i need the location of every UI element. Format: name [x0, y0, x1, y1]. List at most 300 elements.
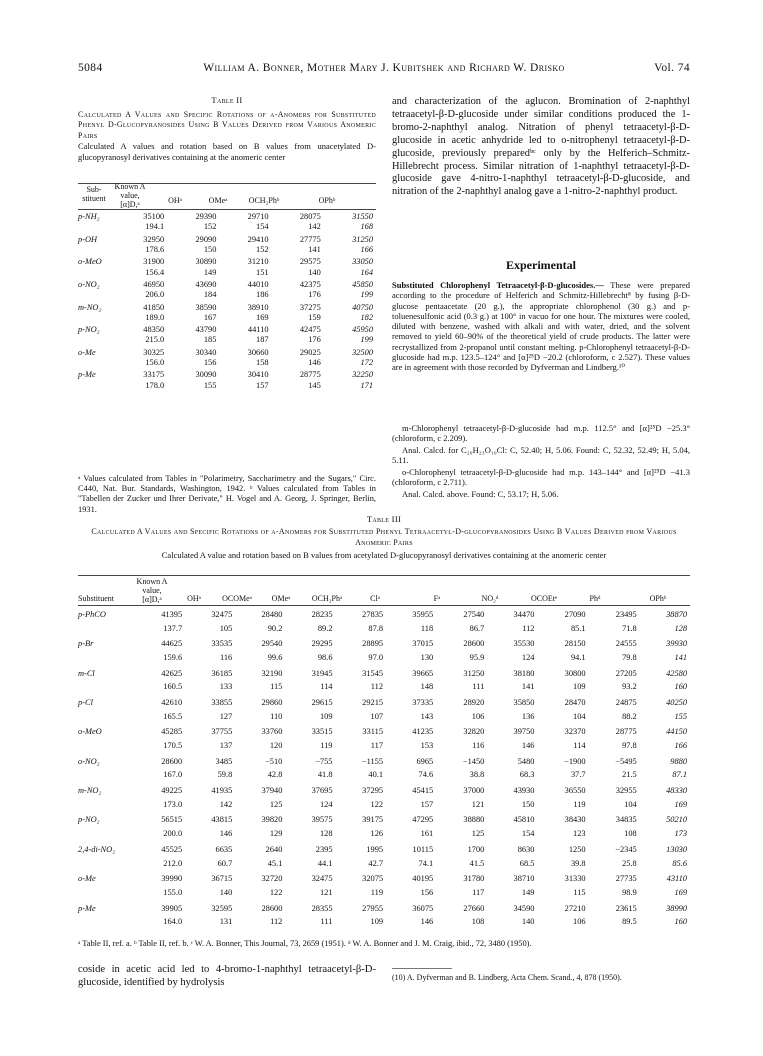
rotation-cell: 149: [521, 887, 535, 897]
rotation-cell: 21.5: [622, 770, 637, 780]
rotation-cell: 124: [319, 799, 333, 809]
a-value-cell: 38870: [666, 609, 687, 619]
rotation-cell: 146: [521, 741, 535, 751]
t2-head-oph: OPhᵇ: [318, 196, 336, 205]
a-value-cell: 3485: [215, 756, 233, 766]
empty-cell: [78, 622, 135, 637]
rotation-cell: 156: [420, 887, 434, 897]
a-value-cell: 43815: [211, 815, 233, 825]
rotation-cell: 170.5: [163, 741, 183, 751]
substituent-cell: o-MeO: [78, 727, 102, 737]
a-value-cell: 27955: [362, 903, 384, 913]
rotation-cell: 136: [521, 711, 535, 721]
table-row-rotation: [78, 267, 376, 278]
rotation-cell: 97.0: [368, 652, 384, 662]
a-value-cell: 38710: [513, 874, 535, 884]
a-value-cell: 33050: [352, 257, 373, 267]
a-value-cell: 39930: [666, 639, 687, 649]
a-value-cell: 32595: [211, 903, 233, 913]
a-value-cell: 43690: [195, 279, 217, 289]
rotation-cell: 157: [256, 380, 269, 390]
a-value-cell: 39990: [161, 874, 183, 884]
a-value-cell: 35530: [513, 639, 535, 649]
rotation-cell: 173.0: [163, 799, 183, 809]
rotation-cell: 142: [308, 222, 321, 232]
substituent-cell: p-Me: [78, 903, 96, 913]
rotation-cell: 212.0: [163, 858, 183, 868]
a-value-cell: 45415: [412, 786, 434, 796]
rotation-cell: 141: [674, 652, 687, 662]
empty-cell: [78, 651, 135, 666]
a-value-cell: 45525: [161, 844, 183, 854]
table-row-rotation: [78, 798, 690, 813]
a-value-cell: 40250: [666, 697, 687, 707]
rotation-cell: 176: [308, 335, 321, 345]
rotation-cell: 142: [219, 799, 233, 809]
volume: Vol. 74: [654, 62, 690, 74]
rotation-cell: 40.1: [368, 770, 384, 780]
a-value-cell: 36075: [412, 903, 434, 913]
rotation-cell: 74.1: [418, 858, 434, 868]
t3-head-ocoet: OCOEtᵉ: [530, 594, 558, 603]
rotation-cell: 146: [420, 917, 434, 927]
a-value-cell: 23495: [615, 609, 637, 619]
substituent-cell: p-Br: [78, 639, 94, 649]
a-value-cell: 45850: [352, 279, 373, 289]
a-value-cell: 28075: [299, 212, 321, 222]
a-value-cell: 31550: [352, 212, 373, 222]
rotation-cell: 129: [269, 829, 283, 839]
table-row-rotation: [78, 915, 690, 930]
rotation-cell: 150: [521, 799, 535, 809]
a-value-cell: 45950: [352, 325, 373, 335]
a-value-cell: 31250: [352, 234, 373, 244]
substituent-cell: o-MeO: [78, 257, 102, 267]
rotation-cell: 124: [521, 652, 535, 662]
a-value-cell: 2395: [315, 844, 333, 854]
bottom-left-text: coside in acetic acid led to 4-bromo-1-naphthyl tetraacetyl-β-D-glucoside, identified by hydrolysis: [78, 964, 376, 988]
footnote-rule: [392, 968, 452, 969]
a-value-cell: 37695: [311, 786, 333, 796]
a-value-cell: 10115: [412, 844, 434, 854]
a-value-cell: 40195: [412, 874, 434, 884]
a-value-cell: 36185: [211, 668, 233, 678]
empty-cell: [78, 267, 115, 278]
rotation-cell: 107: [370, 711, 384, 721]
a-value-cell: −1155: [361, 756, 384, 766]
rotation-cell: 164: [360, 267, 373, 277]
a-value-cell: 32955: [615, 786, 637, 796]
a-value-cell: 37755: [211, 727, 233, 737]
a-value-cell: 28470: [564, 697, 586, 707]
a-value-cell: 27775: [299, 234, 321, 244]
rotation-cell: 89.5: [622, 917, 637, 927]
rotation-cell: 116: [219, 652, 233, 662]
table-row-rotation: [78, 886, 690, 901]
rotation-cell: 123: [573, 829, 586, 839]
rotation-cell: 173: [674, 829, 687, 839]
a-value-cell: 44625: [161, 639, 183, 649]
rotation-cell: 131: [219, 917, 233, 927]
table-iii: [78, 607, 690, 930]
t3-head-substituent: Substituent: [78, 594, 115, 603]
substituent-cell: p-NH₂: [78, 212, 100, 222]
a-value-cell: 38990: [666, 903, 687, 913]
rotation-cell: 146: [219, 829, 233, 839]
substituent-cell: o-NO₂: [78, 279, 100, 289]
table-iii-footnote: ᵃ Table II, ref. a. ᵇ Table II, ref. b. ᶜ W. A. Bonner, This Journal, 73, 2659 (1951). ᵈ W. A. Bonner and J. M. Craig, ibid., 72, 3480 (1950).: [78, 939, 532, 948]
table-row-rotation: [78, 827, 690, 842]
rotation-cell: 194.1: [145, 222, 165, 232]
table-row-rotation: [78, 380, 376, 391]
rotation-cell: 157: [420, 799, 434, 809]
rotation-cell: 90.2: [267, 623, 283, 633]
a-value-cell: 28775: [615, 727, 637, 737]
t3-head-cl: Clᵃ: [370, 594, 380, 603]
rotation-cell: 114: [573, 741, 586, 751]
a-value-cell: 29090: [195, 234, 217, 244]
a-value-cell: 41850: [143, 302, 165, 312]
a-value-cell: 37335: [412, 697, 434, 707]
rotation-cell: 68.3: [519, 770, 535, 780]
table-row: [78, 279, 376, 290]
rotation-cell: 41.8: [317, 770, 333, 780]
table-ii-block: [78, 95, 376, 162]
rotation-cell: 106: [471, 711, 485, 721]
a-value-cell: 48350: [143, 325, 165, 335]
rotation-cell: 156.4: [145, 267, 165, 277]
a-value-cell: 28355: [311, 903, 333, 913]
t3-head-known: Known A value, [α]D,ᵃ: [136, 577, 168, 604]
a-value-cell: 37940: [261, 786, 283, 796]
a-value-cell: 40750: [352, 302, 373, 312]
rotation-cell: 104: [624, 799, 637, 809]
empty-cell: [78, 827, 135, 842]
a-value-cell: 37295: [362, 786, 384, 796]
empty-cell: [78, 245, 115, 256]
table-row: [78, 666, 690, 681]
rotation-cell: 182: [360, 312, 373, 322]
a-value-cell: 39750: [513, 727, 535, 737]
rotation-cell: 112: [370, 682, 384, 692]
a-value-cell: 39175: [362, 815, 384, 825]
a-value-cell: 30800: [564, 668, 586, 678]
a-value-cell: 37000: [463, 786, 485, 796]
table-row-rotation: [78, 857, 690, 872]
table-row: [78, 211, 376, 222]
a-value-cell: 44150: [666, 727, 687, 737]
a-value-cell: 33175: [143, 370, 165, 380]
rotation-cell: 115: [573, 887, 586, 897]
empty-cell: [78, 222, 115, 233]
rotation-cell: 98.9: [622, 887, 637, 897]
a-value-cell: 35955: [412, 609, 434, 619]
rotation-cell: 169: [674, 887, 687, 897]
rotation-cell: 166: [674, 741, 687, 751]
rotation-cell: 184: [203, 290, 217, 300]
rotation-cell: 25.8: [622, 858, 637, 868]
table-row-rotation: [78, 769, 690, 784]
a-value-cell: 32075: [362, 874, 384, 884]
a-value-cell: 33515: [311, 727, 333, 737]
a-value-cell: 24555: [615, 639, 637, 649]
a-value-cell: 31945: [311, 668, 333, 678]
empty-cell: [78, 798, 135, 813]
rotation-cell: 99.6: [267, 652, 283, 662]
empty-cell: [78, 680, 135, 695]
rotation-cell: 127: [219, 711, 233, 721]
rotation-cell: 44.1: [317, 858, 333, 868]
a-value-cell: 42610: [161, 697, 183, 707]
rotation-cell: 155: [203, 380, 217, 390]
rotation-cell: 186: [256, 290, 269, 300]
rotation-cell: 153: [420, 741, 434, 751]
running-header: [78, 62, 690, 78]
table-ii-title: Table II: [211, 95, 243, 105]
table-iii-body: [78, 607, 690, 930]
rotation-cell: 105: [219, 623, 233, 633]
rotation-cell: 125: [269, 799, 283, 809]
rotation-cell: 151: [256, 267, 269, 277]
a-value-cell: 42625: [161, 668, 183, 678]
table-iii-head-rule: [78, 605, 690, 606]
a-value-cell: 43110: [666, 874, 687, 884]
table-row-rotation: [78, 358, 376, 369]
a-value-cell: 29540: [261, 639, 283, 649]
a-value-cell: 38880: [463, 815, 485, 825]
rotation-cell: 141: [308, 245, 321, 255]
empty-cell: [78, 769, 135, 784]
rotation-cell: 148: [420, 682, 434, 692]
table-row-rotation: [78, 245, 376, 256]
empty-cell: [78, 380, 115, 391]
experimental-p5: Anal. Calcd. above. Found: C, 53.17; H, 5.06.: [402, 489, 559, 499]
empty-cell: [78, 915, 135, 930]
rotation-cell: 108: [624, 829, 637, 839]
rotation-cell: 119: [573, 799, 586, 809]
rotation-cell: 118: [420, 623, 434, 633]
table-ii-caption: Calculated A Values and Specific Rotations of α-Anomers for Substituted Phenyl D-Glucopyranosides Using B Values Derived from Various Anomeric Pairs: [78, 110, 376, 140]
table-ii-body: [78, 211, 376, 392]
a-value-cell: 29615: [311, 697, 333, 707]
a-value-cell: 28775: [299, 370, 321, 380]
substituent-cell: 2,4-di-NO₂: [78, 844, 116, 854]
empty-cell: [78, 710, 135, 725]
rotation-cell: 86.7: [469, 623, 485, 633]
rotation-cell: 120: [269, 741, 283, 751]
rotation-cell: 79.8: [622, 652, 637, 662]
rotation-cell: 98.6: [317, 652, 333, 662]
rotation-cell: 117: [370, 741, 384, 751]
rotation-cell: 145: [308, 380, 321, 390]
rotation-cell: 171: [360, 380, 373, 390]
rotation-cell: 185: [203, 335, 217, 345]
table-row: [78, 301, 376, 312]
table-row-rotation: [78, 651, 690, 666]
a-value-cell: 34590: [513, 903, 535, 913]
a-value-cell: 45285: [161, 727, 183, 737]
a-value-cell: 36550: [564, 786, 586, 796]
a-value-cell: 30090: [195, 370, 217, 380]
a-value-cell: 24875: [615, 697, 637, 707]
rotation-cell: 149: [203, 267, 217, 277]
a-value-cell: 43790: [195, 325, 217, 335]
table-row: [78, 695, 690, 710]
rotation-cell: 71.8: [622, 623, 637, 633]
rotation-cell: 215.0: [145, 335, 165, 345]
a-value-cell: 32500: [352, 347, 373, 357]
a-value-cell: 32950: [143, 234, 165, 244]
rotation-cell: 38.8: [469, 770, 485, 780]
a-value-cell: 32250: [352, 370, 373, 380]
a-value-cell: 37015: [412, 639, 434, 649]
empty-cell: [78, 886, 135, 901]
a-value-cell: 39665: [412, 668, 434, 678]
a-value-cell: 31330: [564, 874, 586, 884]
table-ii-head-rule: [78, 209, 376, 210]
a-value-cell: 29410: [247, 234, 269, 244]
substituent-cell: o-NO₂: [78, 756, 100, 766]
a-value-cell: 1700: [467, 844, 485, 854]
t2-head-oh: OHᵃ: [168, 196, 182, 205]
rotation-cell: 160.5: [163, 682, 183, 692]
a-value-cell: 38180: [513, 668, 535, 678]
rotation-cell: 160: [674, 917, 687, 927]
rotation-cell: 87.1: [672, 770, 687, 780]
rotation-cell: 206.0: [145, 290, 165, 300]
rotation-cell: 160: [674, 682, 687, 692]
rotation-cell: 97.8: [622, 741, 637, 751]
authors: William A. Bonner, Mother Mary J. Kubitshek and Richard W. Drisko: [203, 62, 565, 74]
table-row: [78, 636, 690, 651]
table-row: [78, 901, 690, 916]
table-iii-caption: Calculated A Values and Specific Rotations of α-Anomers for Substituted Phenyl Tetraacetyl-D-glucopyranosides Using B Values Derived from Various Anomeric Pairs: [91, 527, 677, 547]
a-value-cell: 29575: [299, 257, 321, 267]
a-value-cell: 35850: [513, 697, 535, 707]
page-number: 5084: [78, 62, 103, 74]
t3-head-ocome: OCOMeᵃ: [222, 594, 252, 603]
rotation-cell: 167: [203, 312, 217, 322]
a-value-cell: 44110: [247, 325, 269, 335]
rotation-cell: 122: [370, 799, 384, 809]
a-value-cell: 23615: [615, 903, 637, 913]
substituent-cell: o-Me: [78, 874, 96, 884]
a-value-cell: 30890: [195, 257, 217, 267]
rotation-cell: 133: [219, 682, 233, 692]
rotation-cell: 176: [308, 290, 321, 300]
table-row: [78, 324, 376, 335]
table-row: [78, 842, 690, 857]
rotation-cell: 199: [360, 335, 373, 345]
a-value-cell: 41395: [161, 609, 183, 619]
a-value-cell: 33760: [261, 727, 283, 737]
rotation-cell: 119: [370, 887, 384, 897]
substituent-cell: p-Me: [78, 370, 96, 380]
a-value-cell: 27660: [463, 903, 485, 913]
rotation-cell: 140: [219, 887, 233, 897]
a-value-cell: 31780: [463, 874, 485, 884]
table-row: [78, 871, 690, 886]
rotation-cell: 116: [472, 741, 485, 751]
t2-head-och2ph: OCH₂Phᵇ: [248, 196, 280, 205]
rotation-cell: 141: [521, 682, 535, 692]
table-row: [78, 725, 690, 740]
a-value-cell: 30340: [195, 347, 217, 357]
rotation-cell: 169: [256, 312, 269, 322]
a-value-cell: 42475: [299, 325, 321, 335]
t3-head-ome: OMeᵃ: [271, 594, 291, 603]
a-value-cell: 29215: [362, 697, 384, 707]
a-value-cell: 41235: [412, 727, 434, 737]
rotation-cell: 140: [521, 917, 535, 927]
a-value-cell: 33855: [211, 697, 233, 707]
empty-cell: [78, 290, 115, 301]
rotation-cell: 110: [270, 711, 283, 721]
a-value-cell: 30325: [143, 347, 165, 357]
rotation-cell: 178.0: [145, 380, 165, 390]
table-ii-footnote: ᵃ Values calculated from Tables in "Polarimetry, Saccharimetry and the Sugars," Circ. C440, Nat. Bur. Standards, Washington, 1942. ᵇ Values calculated from Tables in "Tabellen der Zucker und Ihrer Derivate," H. Vogel and A. Georg, J. Springer, Berlin, 1931.: [78, 474, 376, 514]
a-value-cell: 27540: [463, 609, 485, 619]
rotation-cell: 161: [420, 829, 434, 839]
a-value-cell: 6965: [416, 756, 434, 766]
a-value-cell: −2345: [615, 844, 637, 854]
rotation-cell: 85.1: [570, 623, 586, 633]
t3-head-f: Fᵃ: [433, 594, 441, 603]
rotation-cell: 199: [360, 290, 373, 300]
table-row-rotation: [78, 622, 690, 637]
rotation-cell: 89.2: [317, 623, 333, 633]
experimental-p1-title: Substituted Chlorophenyl Tetraacetyl-β-D-glucosides.—: [392, 280, 604, 290]
a-value-cell: −510: [265, 756, 283, 766]
t3-head-och2ph: OCH₂Phᵃ: [311, 594, 343, 603]
rotation-cell: 159: [308, 312, 321, 322]
rotation-cell: 106: [573, 917, 586, 927]
rotation-cell: 41.5: [469, 858, 485, 868]
a-value-cell: 49225: [161, 786, 183, 796]
rotation-cell: 111: [472, 682, 485, 692]
rotation-cell: 128: [674, 623, 687, 633]
rotation-cell: 112: [522, 623, 535, 633]
experimental-p3: Anal. Calcd. for C₂₀H₂₃O₁₀Cl: C, 52.40; H, 5.06. Found: C, 52.32, 52.49; H, 5.04, 5.11.: [392, 445, 690, 466]
a-value-cell: 35100: [143, 212, 165, 222]
t3-head-ph: Phᵈ: [589, 594, 601, 603]
rotation-cell: 137: [219, 741, 233, 751]
a-value-cell: 37275: [299, 302, 321, 312]
rotation-cell: 187: [256, 335, 269, 345]
rotation-cell: 109: [319, 711, 333, 721]
a-value-cell: 9880: [670, 756, 687, 766]
rotation-cell: 128: [319, 829, 333, 839]
rotation-cell: 143: [420, 711, 434, 721]
a-value-cell: 29390: [195, 212, 217, 222]
a-value-cell: 42580: [666, 668, 687, 678]
a-value-cell: 50210: [666, 815, 687, 825]
t3-head-no2: NO₂ᵈ: [481, 594, 499, 603]
rotation-cell: 152: [203, 222, 217, 232]
a-value-cell: 32370: [564, 727, 586, 737]
a-value-cell: 32475: [211, 609, 233, 619]
a-value-cell: 32720: [261, 874, 283, 884]
rotation-cell: 159.6: [163, 652, 183, 662]
rotation-cell: 94.1: [570, 652, 586, 662]
rotation-cell: 155: [674, 711, 687, 721]
a-value-cell: 46950: [143, 279, 165, 289]
a-value-cell: 47295: [412, 815, 434, 825]
rotation-cell: 93.2: [622, 682, 637, 692]
a-value-cell: 33535: [211, 639, 233, 649]
rotation-cell: 109: [370, 917, 384, 927]
rotation-cell: 121: [319, 887, 333, 897]
